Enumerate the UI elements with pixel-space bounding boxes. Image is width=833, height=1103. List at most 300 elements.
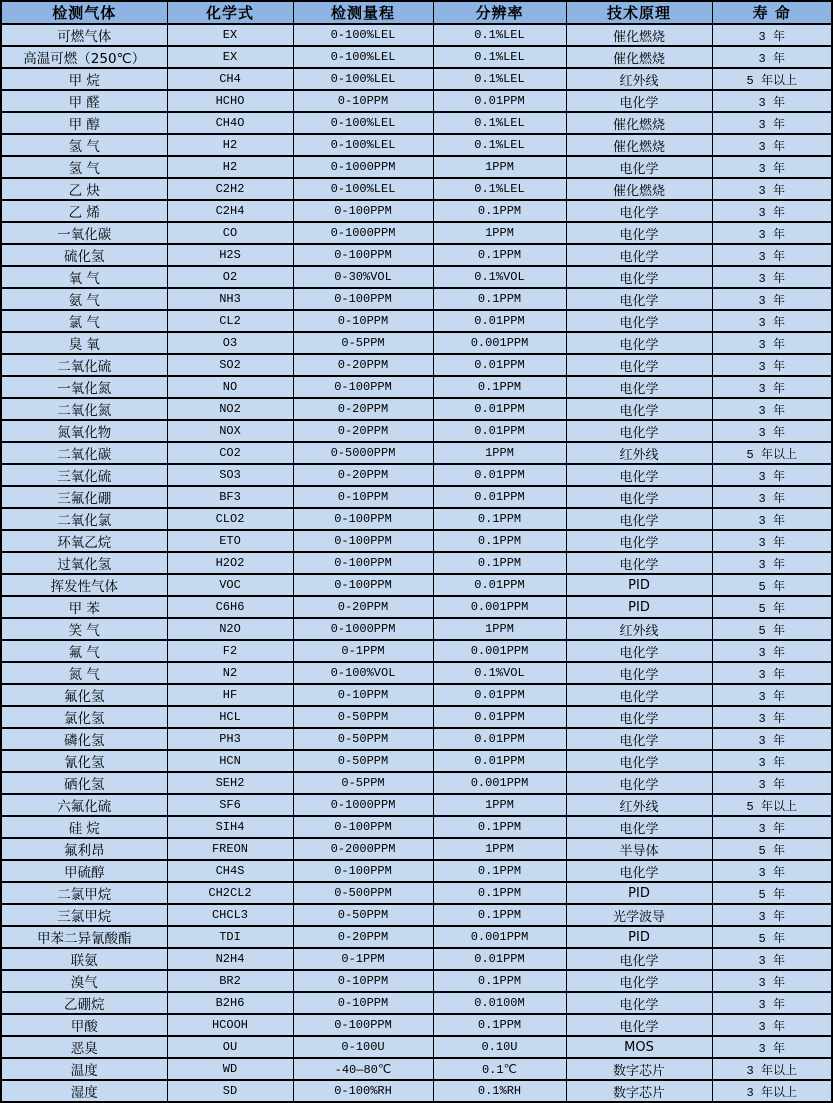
cell-resolution: 1PPM [433, 442, 566, 464]
table-row [1, 530, 832, 552]
cell-resolution: 0.1PPM [433, 552, 566, 574]
cell-lifespan: 3 年以上 [712, 1058, 832, 1080]
cell-resolution: 0.1PPM [433, 376, 566, 398]
table-row [1, 728, 832, 750]
cell-chemical-formula: CH4S [167, 860, 293, 882]
cell-resolution: 0.1%LEL [433, 112, 566, 134]
header-technology: 技术原理 [566, 1, 712, 24]
cell-technology: 催化燃烧 [566, 134, 712, 156]
cell-detection-range: 0-1000PPM [293, 156, 433, 178]
cell-chemical-formula: CHCL3 [167, 904, 293, 926]
cell-gas-name: 乙硼烷 [1, 992, 167, 1014]
table-row [1, 266, 832, 288]
table-row [1, 244, 832, 266]
cell-technology: 电化学 [566, 464, 712, 486]
cell-chemical-formula: CL2 [167, 310, 293, 332]
cell-gas-name: 一氧化碳 [1, 222, 167, 244]
cell-lifespan: 5 年 [712, 596, 832, 618]
cell-lifespan: 3 年 [712, 992, 832, 1014]
cell-detection-range: 0-500PPM [293, 882, 433, 904]
cell-lifespan: 3 年 [712, 706, 832, 728]
cell-gas-name: 三氧化硫 [1, 464, 167, 486]
cell-lifespan: 3 年 [712, 354, 832, 376]
cell-technology: 催化燃烧 [566, 24, 712, 46]
cell-gas-name: 三氯甲烷 [1, 904, 167, 926]
cell-detection-range: 0-100PPM [293, 816, 433, 838]
cell-technology: 电化学 [566, 266, 712, 288]
cell-resolution: 0.1PPM [433, 882, 566, 904]
cell-technology: 电化学 [566, 156, 712, 178]
cell-chemical-formula: H2O2 [167, 552, 293, 574]
cell-lifespan: 3 年 [712, 530, 832, 552]
table-row [1, 772, 832, 794]
cell-detection-range: 0-100PPM [293, 288, 433, 310]
table-row [1, 420, 832, 442]
cell-gas-name: 溴气 [1, 970, 167, 992]
table-row [1, 222, 832, 244]
table-row [1, 816, 832, 838]
cell-gas-name: 磷化氢 [1, 728, 167, 750]
table-row [1, 90, 832, 112]
cell-technology: 电化学 [566, 420, 712, 442]
cell-gas-name: 氢 气 [1, 156, 167, 178]
header-lifespan: 寿 命 [712, 1, 832, 24]
cell-gas-name: 六氟化硫 [1, 794, 167, 816]
cell-resolution: 0.1PPM [433, 904, 566, 926]
cell-technology: 电化学 [566, 244, 712, 266]
cell-chemical-formula: VOC [167, 574, 293, 596]
cell-resolution: 0.001PPM [433, 926, 566, 948]
cell-technology: 电化学 [566, 310, 712, 332]
cell-gas-name: 二氧化碳 [1, 442, 167, 464]
cell-chemical-formula: SF6 [167, 794, 293, 816]
table-row [1, 178, 832, 200]
header-resolution: 分辨率 [433, 1, 566, 24]
cell-resolution: 0.1PPM [433, 288, 566, 310]
cell-gas-name: 氟 气 [1, 640, 167, 662]
cell-detection-range: 0-20PPM [293, 420, 433, 442]
cell-gas-name: 三氟化硼 [1, 486, 167, 508]
cell-detection-range: 0-100%LEL [293, 46, 433, 68]
cell-lifespan: 3 年 [712, 398, 832, 420]
cell-chemical-formula: WD [167, 1058, 293, 1080]
cell-gas-name: 恶臭 [1, 1036, 167, 1058]
cell-lifespan: 3 年 [712, 266, 832, 288]
cell-lifespan: 3 年 [712, 860, 832, 882]
cell-gas-name: 氟化氢 [1, 684, 167, 706]
table-row [1, 706, 832, 728]
cell-resolution: 0.01PPM [433, 310, 566, 332]
cell-gas-name: 氮 气 [1, 662, 167, 684]
cell-technology: 电化学 [566, 706, 712, 728]
cell-resolution: 0.01PPM [433, 90, 566, 112]
cell-resolution: 0.01PPM [433, 750, 566, 772]
table-row [1, 156, 832, 178]
table-row [1, 288, 832, 310]
cell-chemical-formula: SO3 [167, 464, 293, 486]
cell-resolution: 0.1PPM [433, 244, 566, 266]
cell-resolution: 0.01PPM [433, 398, 566, 420]
cell-technology: 电化学 [566, 728, 712, 750]
table-row [1, 794, 832, 816]
cell-detection-range: 0-5PPM [293, 332, 433, 354]
cell-lifespan: 3 年 [712, 1036, 832, 1058]
cell-detection-range: 0-2000PPM [293, 838, 433, 860]
cell-detection-range: 0-20PPM [293, 596, 433, 618]
table-row [1, 640, 832, 662]
cell-resolution: 0.001PPM [433, 640, 566, 662]
cell-detection-range: 0-20PPM [293, 398, 433, 420]
cell-lifespan: 3 年 [712, 90, 832, 112]
cell-chemical-formula: NO2 [167, 398, 293, 420]
cell-resolution: 0.01PPM [433, 574, 566, 596]
cell-resolution: 0.01PPM [433, 684, 566, 706]
cell-lifespan: 3 年 [712, 486, 832, 508]
cell-gas-name: 甲 醛 [1, 90, 167, 112]
cell-chemical-formula: BF3 [167, 486, 293, 508]
cell-detection-range: 0-20PPM [293, 464, 433, 486]
table-row [1, 948, 832, 970]
cell-technology: 红外线 [566, 68, 712, 90]
cell-resolution: 0.001PPM [433, 772, 566, 794]
cell-detection-range: 0-50PPM [293, 750, 433, 772]
cell-resolution: 1PPM [433, 794, 566, 816]
cell-detection-range: 0-10PPM [293, 992, 433, 1014]
cell-lifespan: 3 年 [712, 420, 832, 442]
cell-chemical-formula: ETO [167, 530, 293, 552]
cell-lifespan: 3 年 [712, 772, 832, 794]
table-row [1, 134, 832, 156]
cell-gas-name: 氯 气 [1, 310, 167, 332]
cell-chemical-formula: N2H4 [167, 948, 293, 970]
cell-gas-name: 氢 气 [1, 134, 167, 156]
cell-technology: 电化学 [566, 288, 712, 310]
cell-technology: 电化学 [566, 1014, 712, 1036]
cell-resolution: 0.1PPM [433, 970, 566, 992]
table-row [1, 354, 832, 376]
cell-detection-range: 0-50PPM [293, 904, 433, 926]
cell-technology: 电化学 [566, 486, 712, 508]
cell-resolution: 0.01PPM [433, 354, 566, 376]
cell-gas-name: 乙 烯 [1, 200, 167, 222]
cell-detection-range: 0-100PPM [293, 1014, 433, 1036]
cell-lifespan: 3 年 [712, 508, 832, 530]
cell-detection-range: 0-50PPM [293, 706, 433, 728]
cell-technology: 红外线 [566, 794, 712, 816]
cell-chemical-formula: H2 [167, 134, 293, 156]
cell-technology: 电化学 [566, 750, 712, 772]
cell-chemical-formula: CO [167, 222, 293, 244]
cell-detection-range: 0-100PPM [293, 508, 433, 530]
table-row [1, 332, 832, 354]
cell-gas-name: 甲苯二异氰酸酯 [1, 926, 167, 948]
cell-lifespan: 3 年 [712, 816, 832, 838]
table-row [1, 24, 832, 46]
cell-resolution: 0.01PPM [433, 464, 566, 486]
table-row [1, 310, 832, 332]
cell-chemical-formula: N2O [167, 618, 293, 640]
cell-technology: 电化学 [566, 398, 712, 420]
table-row [1, 860, 832, 882]
cell-technology: PID [566, 926, 712, 948]
cell-lifespan: 3 年 [712, 728, 832, 750]
cell-resolution: 0.1%LEL [433, 24, 566, 46]
cell-resolution: 0.1PPM [433, 530, 566, 552]
cell-lifespan: 3 年 [712, 662, 832, 684]
table-row [1, 750, 832, 772]
cell-technology: 催化燃烧 [566, 46, 712, 68]
cell-resolution: 0.01PPM [433, 948, 566, 970]
cell-detection-range: 0-50PPM [293, 728, 433, 750]
cell-gas-name: 温度 [1, 1058, 167, 1080]
cell-gas-name: 笑 气 [1, 618, 167, 640]
cell-chemical-formula: F2 [167, 640, 293, 662]
cell-gas-name: 甲硫醇 [1, 860, 167, 882]
cell-detection-range: 0-10PPM [293, 486, 433, 508]
cell-lifespan: 5 年 [712, 574, 832, 596]
table-row [1, 970, 832, 992]
table-row [1, 552, 832, 574]
cell-gas-name: 硒化氢 [1, 772, 167, 794]
table-row [1, 68, 832, 90]
header-chemical-formula: 化学式 [167, 1, 293, 24]
cell-chemical-formula: C2H2 [167, 178, 293, 200]
cell-detection-range: 0-10PPM [293, 310, 433, 332]
cell-technology: 电化学 [566, 530, 712, 552]
header-gas-name: 检测气体 [1, 1, 167, 24]
cell-detection-range: 0-100%LEL [293, 112, 433, 134]
cell-resolution: 0.1%LEL [433, 68, 566, 90]
cell-technology: PID [566, 574, 712, 596]
table-body [1, 24, 832, 1102]
cell-chemical-formula: SIH4 [167, 816, 293, 838]
cell-lifespan: 3 年 [712, 1014, 832, 1036]
cell-detection-range: 0-1PPM [293, 640, 433, 662]
header-detection-range: 检测量程 [293, 1, 433, 24]
cell-technology: 半导体 [566, 838, 712, 860]
cell-lifespan: 3 年 [712, 112, 832, 134]
cell-technology: 电化学 [566, 222, 712, 244]
cell-chemical-formula: FREON [167, 838, 293, 860]
cell-technology: 电化学 [566, 684, 712, 706]
cell-chemical-formula: CH4O [167, 112, 293, 134]
cell-detection-range: 0-100%LEL [293, 178, 433, 200]
cell-resolution: 0.01PPM [433, 486, 566, 508]
cell-chemical-formula: EX [167, 24, 293, 46]
cell-gas-name: 挥发性气体 [1, 574, 167, 596]
cell-chemical-formula: HCHO [167, 90, 293, 112]
cell-detection-range: 0-1000PPM [293, 794, 433, 816]
cell-gas-name: 氰化氢 [1, 750, 167, 772]
cell-chemical-formula: EX [167, 46, 293, 68]
cell-gas-name: 氮氧化物 [1, 420, 167, 442]
cell-technology: 红外线 [566, 442, 712, 464]
cell-chemical-formula: TDI [167, 926, 293, 948]
cell-technology: PID [566, 596, 712, 618]
cell-gas-name: 二氯甲烷 [1, 882, 167, 904]
cell-detection-range: 0-30%VOL [293, 266, 433, 288]
cell-gas-name: 二氧化氯 [1, 508, 167, 530]
cell-technology: 电化学 [566, 508, 712, 530]
cell-gas-name: 环氧乙烷 [1, 530, 167, 552]
cell-lifespan: 3 年 [712, 750, 832, 772]
cell-chemical-formula: N2 [167, 662, 293, 684]
cell-lifespan: 5 年以上 [712, 442, 832, 464]
cell-detection-range: 0-20PPM [293, 354, 433, 376]
cell-detection-range: 0-100PPM [293, 860, 433, 882]
cell-detection-range: 0-1000PPM [293, 222, 433, 244]
table-row [1, 1014, 832, 1036]
cell-chemical-formula: B2H6 [167, 992, 293, 1014]
cell-resolution: 0.1℃ [433, 1058, 566, 1080]
cell-lifespan: 3 年 [712, 200, 832, 222]
cell-technology: 红外线 [566, 618, 712, 640]
cell-resolution: 0.1PPM [433, 816, 566, 838]
cell-chemical-formula: SEH2 [167, 772, 293, 794]
cell-chemical-formula: O3 [167, 332, 293, 354]
cell-lifespan: 3 年以上 [712, 1080, 832, 1102]
cell-detection-range: 0-100PPM [293, 552, 433, 574]
cell-gas-name: 甲 苯 [1, 596, 167, 618]
cell-technology: 电化学 [566, 200, 712, 222]
cell-technology: 电化学 [566, 332, 712, 354]
cell-chemical-formula: CH2CL2 [167, 882, 293, 904]
cell-resolution: 1PPM [433, 222, 566, 244]
cell-lifespan: 3 年 [712, 970, 832, 992]
cell-detection-range: 0-100%LEL [293, 134, 433, 156]
cell-lifespan: 3 年 [712, 46, 832, 68]
cell-chemical-formula: H2S [167, 244, 293, 266]
table-row [1, 596, 832, 618]
cell-resolution: 1PPM [433, 156, 566, 178]
cell-chemical-formula: NH3 [167, 288, 293, 310]
cell-lifespan: 3 年 [712, 222, 832, 244]
cell-chemical-formula: CO2 [167, 442, 293, 464]
cell-gas-name: 一氧化氮 [1, 376, 167, 398]
cell-gas-name: 可燃气体 [1, 24, 167, 46]
cell-detection-range: 0-100%RH [293, 1080, 433, 1102]
cell-resolution: 0.1PPM [433, 860, 566, 882]
cell-detection-range: -40—80℃ [293, 1058, 433, 1080]
table-row [1, 662, 832, 684]
cell-lifespan: 3 年 [712, 134, 832, 156]
cell-chemical-formula: HCOOH [167, 1014, 293, 1036]
cell-detection-range: 0-100%LEL [293, 24, 433, 46]
table-row [1, 508, 832, 530]
cell-resolution: 0.0100M [433, 992, 566, 1014]
cell-technology: 电化学 [566, 992, 712, 1014]
cell-resolution: 0.1PPM [433, 508, 566, 530]
cell-gas-name: 臭 氧 [1, 332, 167, 354]
table-row [1, 398, 832, 420]
cell-lifespan: 3 年 [712, 178, 832, 200]
cell-technology: 电化学 [566, 970, 712, 992]
cell-detection-range: 0-100U [293, 1036, 433, 1058]
cell-resolution: 1PPM [433, 618, 566, 640]
cell-chemical-formula: HF [167, 684, 293, 706]
cell-resolution: 0.1PPM [433, 1014, 566, 1036]
cell-detection-range: 0-100PPM [293, 376, 433, 398]
cell-technology: 电化学 [566, 552, 712, 574]
cell-detection-range: 0-100PPM [293, 574, 433, 596]
cell-technology: 电化学 [566, 354, 712, 376]
cell-lifespan: 5 年以上 [712, 794, 832, 816]
cell-detection-range: 0-10PPM [293, 684, 433, 706]
cell-gas-name: 氯化氢 [1, 706, 167, 728]
cell-lifespan: 3 年 [712, 156, 832, 178]
table-row [1, 1080, 832, 1102]
cell-lifespan: 5 年 [712, 882, 832, 904]
cell-lifespan: 3 年 [712, 904, 832, 926]
cell-resolution: 0.001PPM [433, 332, 566, 354]
cell-technology: 电化学 [566, 772, 712, 794]
cell-lifespan: 5 年 [712, 618, 832, 640]
table-row [1, 992, 832, 1014]
cell-resolution: 0.1%VOL [433, 662, 566, 684]
cell-detection-range: 0-1000PPM [293, 618, 433, 640]
cell-resolution: 1PPM [433, 838, 566, 860]
cell-detection-range: 0-100PPM [293, 244, 433, 266]
cell-lifespan: 3 年 [712, 552, 832, 574]
cell-lifespan: 3 年 [712, 640, 832, 662]
table-row [1, 882, 832, 904]
table-row [1, 464, 832, 486]
cell-gas-name: 湿度 [1, 1080, 167, 1102]
cell-technology: 电化学 [566, 662, 712, 684]
table-row [1, 112, 832, 134]
table-row [1, 1036, 832, 1058]
cell-detection-range: 0-100PPM [293, 530, 433, 552]
cell-gas-name: 二氧化氮 [1, 398, 167, 420]
cell-resolution: 0.1%LEL [433, 46, 566, 68]
cell-lifespan: 5 年 [712, 838, 832, 860]
cell-lifespan: 3 年 [712, 310, 832, 332]
cell-technology: 电化学 [566, 376, 712, 398]
cell-gas-name: 联氨 [1, 948, 167, 970]
cell-chemical-formula: HCN [167, 750, 293, 772]
cell-lifespan: 3 年 [712, 464, 832, 486]
cell-technology: 数字芯片 [566, 1058, 712, 1080]
cell-gas-name: 甲酸 [1, 1014, 167, 1036]
cell-resolution: 0.1%RH [433, 1080, 566, 1102]
cell-chemical-formula: OU [167, 1036, 293, 1058]
cell-resolution: 0.1%VOL [433, 266, 566, 288]
table-row [1, 684, 832, 706]
cell-gas-name: 二氧化硫 [1, 354, 167, 376]
table-row [1, 200, 832, 222]
cell-chemical-formula: SO2 [167, 354, 293, 376]
table-row [1, 486, 832, 508]
cell-detection-range: 0-5000PPM [293, 442, 433, 464]
table-row [1, 618, 832, 640]
cell-gas-name: 乙 炔 [1, 178, 167, 200]
cell-detection-range: 0-100%VOL [293, 662, 433, 684]
cell-resolution: 0.001PPM [433, 596, 566, 618]
table-row [1, 838, 832, 860]
cell-gas-name: 高温可燃（250℃） [1, 46, 167, 68]
cell-gas-name: 甲 醇 [1, 112, 167, 134]
cell-chemical-formula: BR2 [167, 970, 293, 992]
cell-lifespan: 3 年 [712, 684, 832, 706]
header-row [1, 1, 832, 24]
cell-chemical-formula: C2H4 [167, 200, 293, 222]
cell-detection-range: 0-100%LEL [293, 68, 433, 90]
cell-lifespan: 3 年 [712, 288, 832, 310]
cell-gas-name: 氟利昂 [1, 838, 167, 860]
cell-resolution: 0.1%LEL [433, 178, 566, 200]
cell-technology: 电化学 [566, 640, 712, 662]
cell-resolution: 0.1PPM [433, 200, 566, 222]
